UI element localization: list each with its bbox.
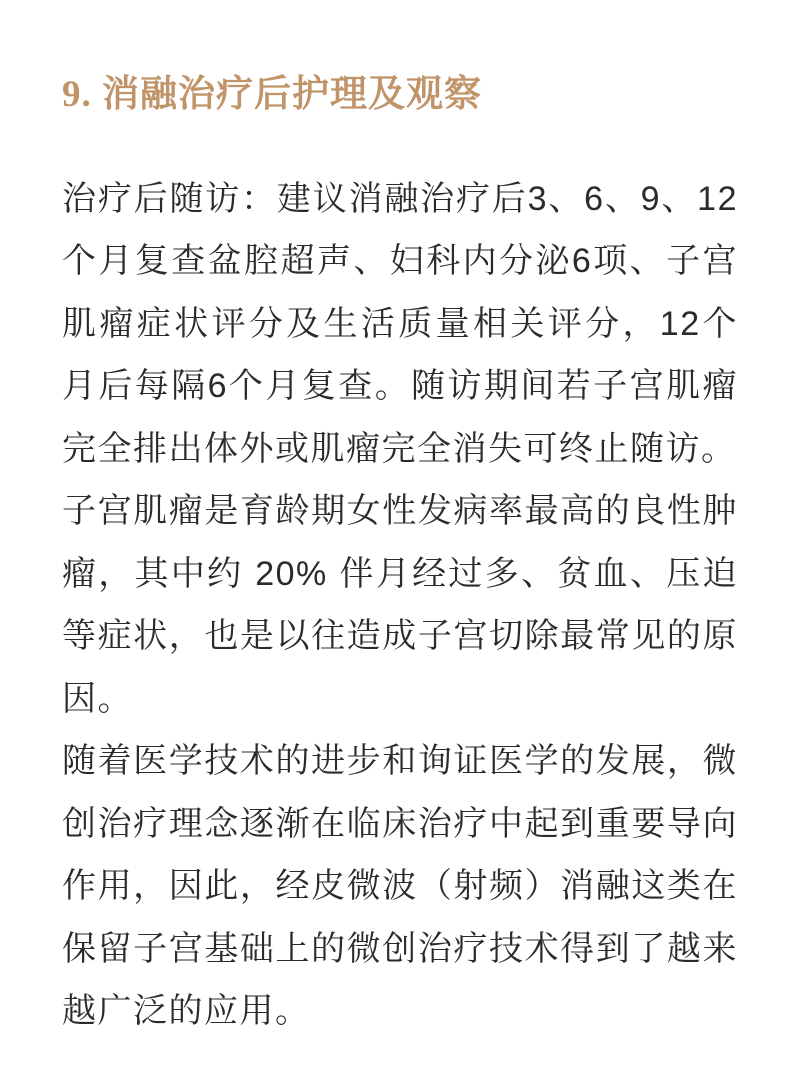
body-paragraph-minimally-invasive: 随着医学技术的进步和询证医学的发展，微创治疗理念逐渐在临床治疗中起到重要导向作用，因此，经皮微波（射频）消融这类在保留子宫基础上的微创治疗技术得到了越来越广泛的应用。 (62, 742, 738, 1031)
page-title: 9. 消融治疗后护理及观察 (62, 74, 482, 115)
body-paragraph-followup: 治疗后随访：建议消融治疗后3、6、9、12个月复查盆腔超声、妇科内分泌6项、子宫肌瘤症状评分及生活质量相关评分，12个月后每隔6个月复查。随访期间若子宫肌瘤完全排出体外或肌瘤完全消失可终止随访。 (62, 179, 738, 468)
article-body (62, 168, 738, 1043)
body-paragraph-fibroid-background: 子宫肌瘤是育龄期女性发病率最高的良性肿瘤，其中约 20% 伴月经过多、贫血、压迫等症状，也是以往造成子宫切除最常见的原因。 (62, 492, 738, 718)
